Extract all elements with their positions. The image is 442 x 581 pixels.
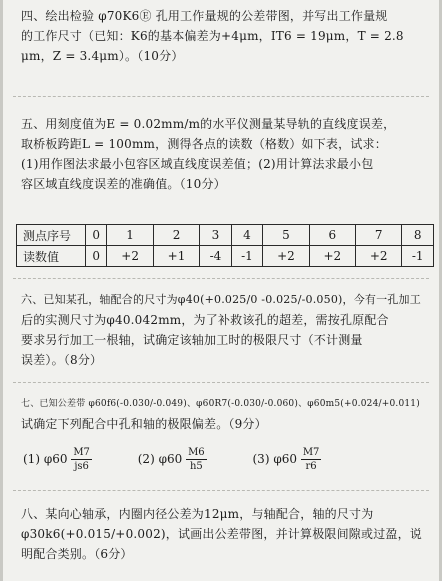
reading-cell: +2 [356, 246, 402, 267]
hole-tolerance: M6 [188, 447, 205, 458]
reading-cell: +2 [263, 246, 309, 267]
point-cell: 1 [107, 225, 153, 246]
q4-line-1: 四、绘出检验 φ70K6Ⓔ 孔用工作量规的公差带图，并写出工作量规 [21, 9, 388, 23]
fit-fraction [71, 446, 92, 473]
point-cell: 4 [231, 225, 263, 246]
row-header-point: 测点序号 [17, 225, 86, 246]
q5-line-2: 取桥板跨距L = 100mm，测得各点的读数（格数）如下表，试求： [21, 137, 387, 151]
question-6 [21, 290, 427, 370]
point-cell: 7 [356, 225, 402, 246]
q7-line-1: 七、已知公差带 φ60f6(-0.030/-0.049)、φ60R7(-0.030/-0.060)、φ60m5(+0.024/+0.011) [21, 399, 420, 409]
fit-item [252, 447, 322, 472]
fit-fraction [301, 446, 322, 473]
q7-line-2: 试确定下列配合中孔和轴的极限偏差。（9分） [21, 417, 267, 431]
q5-line-3: (1)用作图法求最小包容区域直线度误差值；(2)用计算法求最小包 [21, 157, 374, 171]
question-4 [21, 6, 427, 66]
fit-fraction [186, 446, 207, 473]
point-cell: 3 [200, 225, 232, 246]
shaft-tolerance: js6 [74, 461, 89, 472]
hole-tolerance: M7 [302, 447, 320, 458]
reading-cell: +1 [153, 246, 199, 267]
fit-item [137, 447, 211, 472]
q6-line-4: 误差）。（8分） [21, 353, 103, 367]
point-cell: 2 [153, 225, 199, 246]
reading-cell: -1 [402, 246, 434, 267]
divider [13, 382, 429, 383]
fit-list [23, 446, 363, 473]
table-row [17, 225, 434, 246]
divider [13, 278, 429, 279]
shaft-tolerance: r6 [305, 461, 317, 472]
divider [13, 96, 429, 97]
q8-line-2: φ30k6(+0.015/+0.002)，试画出公差带图，并计算极限间隙或过盈，说 [21, 527, 423, 541]
q5-line-4: 容区域直线度误差的准确值。（10分） [21, 177, 226, 191]
shaft-tolerance: h5 [189, 461, 203, 472]
hole-tolerance: M7 [73, 447, 90, 458]
question-8 [21, 504, 427, 564]
q8-line-1: 八、某向心轴承，内圈内径公差为12μm，与轴配合，轴的尺寸为 [21, 507, 374, 521]
q6-line-3: 要求另行加工一根轴，试确定该轴加工时的极限尺寸（不计测量 [21, 333, 363, 347]
point-cell: 0 [86, 225, 107, 246]
fit-item [23, 447, 96, 472]
row-header-reading: 读数值 [17, 246, 86, 267]
fit-label: (3) φ60 [252, 452, 297, 466]
reading-cell: 0 [86, 246, 107, 267]
q8-line-3: 明配合类别。（6分） [21, 547, 133, 561]
point-cell: 6 [309, 225, 355, 246]
q6-line-2: 后的实测尺寸为φ40.042mm，为了补救该孔的超差，需按孔原配合 [21, 313, 389, 327]
fit-label: (2) φ60 [137, 452, 183, 466]
reading-cell: -4 [200, 246, 232, 267]
q6-line-1: 六、已知某孔，轴配合的尺寸为φ40(+0.025/0 -0.025/-0.050)，今有一孔加工 [21, 293, 421, 306]
q4-line-3: μm，Z = 3.4μm）。（10分） [21, 49, 184, 63]
reading-cell: +2 [309, 246, 355, 267]
divider [13, 490, 429, 491]
point-cell: 5 [263, 225, 309, 246]
question-5 [21, 114, 427, 194]
reading-cell: +2 [107, 246, 153, 267]
q4-line-2: 的工作尺寸（已知：K6的基本偏差为+4μm，IT6 = 19μm，T = 2.8 [21, 29, 404, 43]
fit-label: (1) φ60 [23, 452, 68, 466]
q5-line-1: 五、用刻度值为E = 0.02mm/m的水平仪测量某导轨的直线度误差， [21, 117, 396, 131]
measurement-table [16, 224, 434, 267]
reading-cell: -1 [231, 246, 263, 267]
point-cell: 8 [402, 225, 434, 246]
question-7 [21, 394, 427, 434]
table-row [17, 246, 434, 267]
